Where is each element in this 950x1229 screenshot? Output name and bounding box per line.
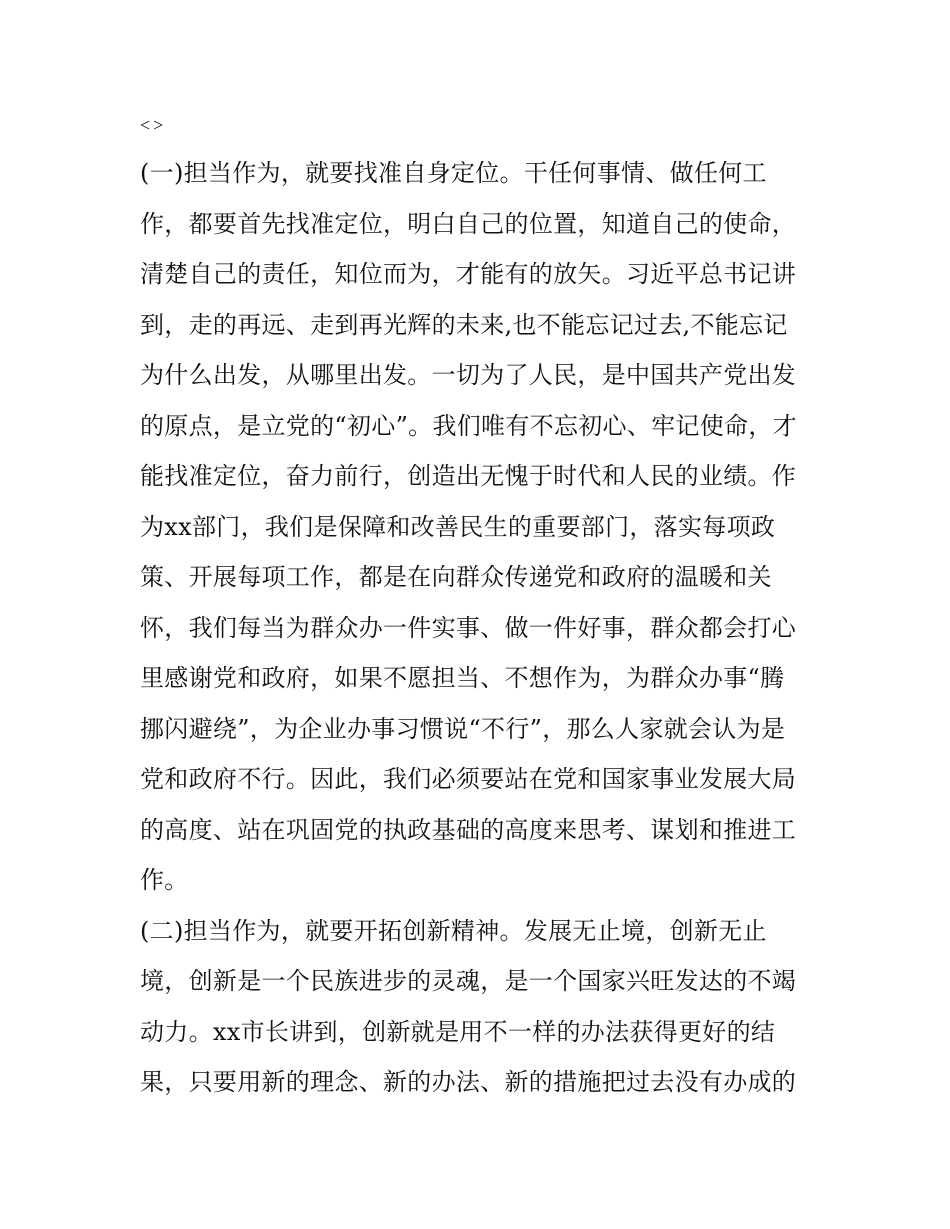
text-line: 能找准定位，奋力前行，创造出无愧于时代和人民的业绩。作 [140, 462, 797, 490]
text-line: (二)担当作为，就要开拓创新精神。发展无止境，创新无止 [140, 916, 767, 945]
text-line: 作。 [140, 866, 189, 894]
text-line: 策、开展每项工作，都是在向群众传递党和政府的温暖和关 [140, 563, 772, 591]
paragraph-2 [140, 906, 830, 1108]
text-line: 动力。xx市长讲到，创新就是用不一样的办法获得更好的结 [140, 1017, 776, 1046]
text-line: 里感谢党和政府，如果不愿担当、不想作为，为群众办事“腾 [140, 664, 785, 692]
text-line: 党和政府不行。因此，我们必须要站在党和国家事业发展大局 [140, 765, 797, 793]
text-line: 果，只要用新的理念、新的办法、新的措施把过去没有办成的 [140, 1068, 797, 1096]
text-line: 挪闪避绕”，为企业办事习惯说“不行”，那么人家就会认为是 [140, 714, 786, 743]
text-line: 为xx部门，我们是保障和改善民生的重要部门，落实每项政 [140, 512, 776, 541]
text-line: 境，创新是一个民族进步的灵魂，是一个国家兴旺发达的不竭 [140, 967, 797, 995]
text-line: 为什么出发，从哪里出发。一切为了人民，是中国共产党出发 [140, 361, 797, 389]
page-marker: <> [140, 115, 167, 135]
text-line: (一)担当作为，就要找准自身定位。干任何事情、做任何工 [140, 159, 767, 187]
text-line: 的原点，是立党的“初心”。我们唯有不忘初心、牢记使命，才 [140, 411, 797, 440]
paragraph-1 [140, 148, 830, 906]
text-line: 清楚自己的责任，知位而为，才能有的放矢。习近平总书记讲 [140, 260, 797, 288]
text-line: 到，走的再远、走到再光辉的未来,也不能忘记过去,不能忘记 [140, 310, 788, 339]
text-line: 作，都要首先找准定位，明白自己的位置，知道自己的使命， [140, 209, 797, 238]
text-line: 怀，我们每当为群众办一件实事、做一件好事，群众都会打心 [140, 613, 797, 642]
document-page [140, 112, 830, 1108]
text-line: 的高度、站在巩固党的执政基础的高度来思考、谋划和推进工 [140, 815, 797, 844]
